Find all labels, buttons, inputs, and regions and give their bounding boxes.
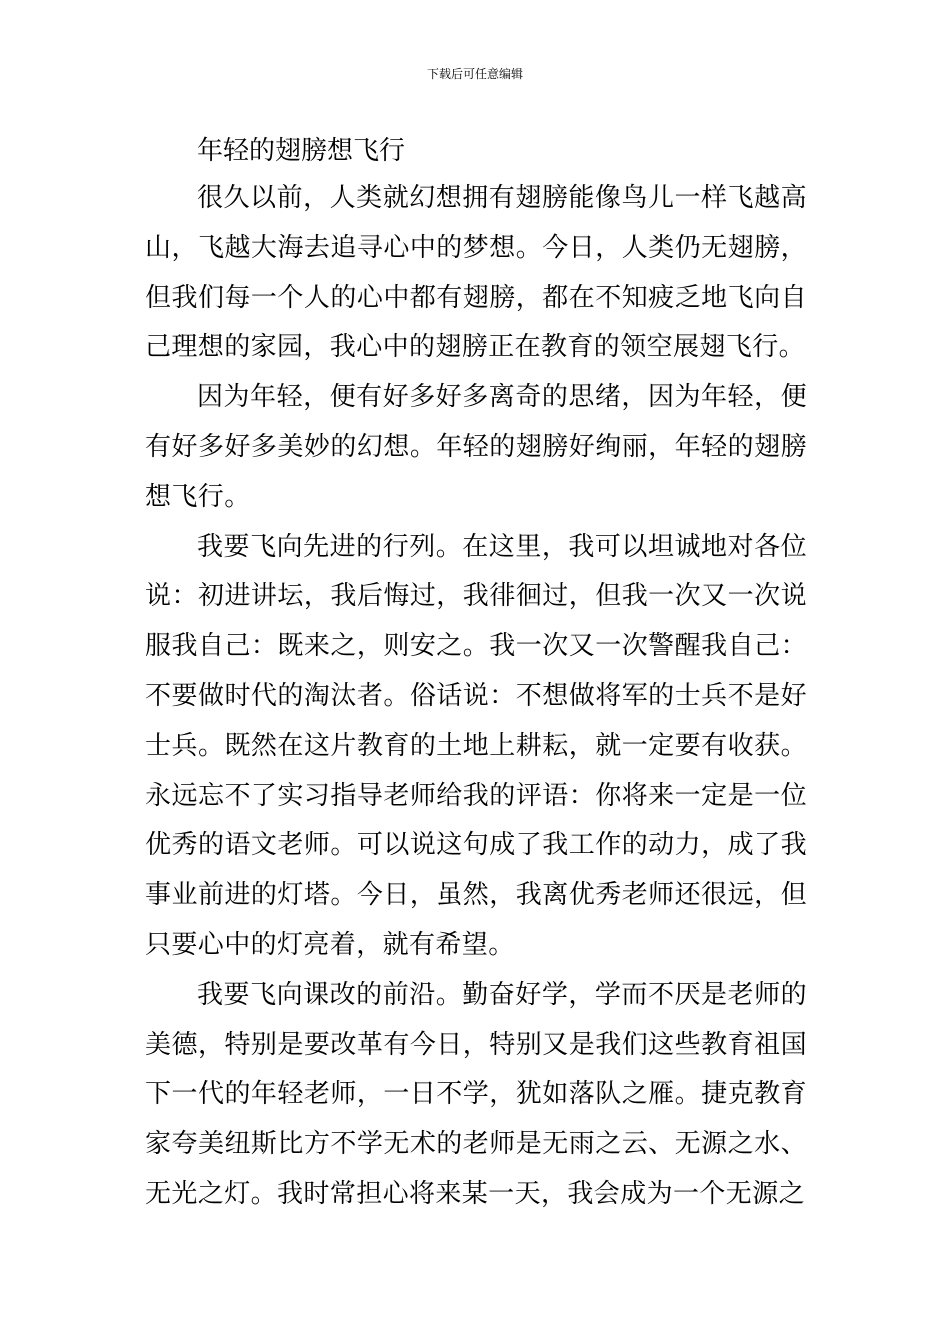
document-body [145,128,807,1220]
paragraph-1: 很久以前，人类就幻想拥有翅膀能像鸟儿一样飞越高山，飞越大海去追寻心中的梦想。今日，人类仍无翅膀，但我们每一个人的心中都有翅膀，都在不知疲乏地飞向自己理想的家园，我心中的翅膀正在教育的领空展翅飞行。 [145,183,807,363]
paragraph-3: 我要飞向先进的行列。在这里，我可以坦诚地对各位说：初进讲坛，我后悔过，我徘徊过，但我一次又一次说服我自己：既来之，则安之。我一次又一次警醒我自己：不要做时代的淘汰者。俗话说：不想做将军的士兵不是好士兵。既然在这片教育的土地上耕耘，就一定要有收获。永远忘不了实习指导老师给我的评语：你将来一定是一位优秀的语文老师。可以说这句成了我工作的动力，成了我事业前进的灯塔。今日，虽然，我离优秀老师还很远，但只要心中的灯亮着，就有希望。 [145,531,807,960]
paragraph-4: 我要飞向课改的前沿。勤奋好学，学而不厌是老师的美德，特别是要改革有今日，特别又是我们这些教育祖国下一代的年轻老师，一日不学，犹如落队之雁。捷克教育家夸美纽斯比方不学无术的老师是无雨之云、无源之水、无光之灯。我时常担心将来某一天，我会成为一个无源之 [145,979,807,1209]
page-header: 下载后可任意编辑 [426,67,523,81]
document-title: 年轻的翅膀想飞行 [197,136,406,166]
paragraph-2: 因为年轻，便有好多好多离奇的思绪，因为年轻，便有好多好多美妙的幻想。年轻的翅膀好绚丽，年轻的翅膀想飞行。 [145,382,807,512]
